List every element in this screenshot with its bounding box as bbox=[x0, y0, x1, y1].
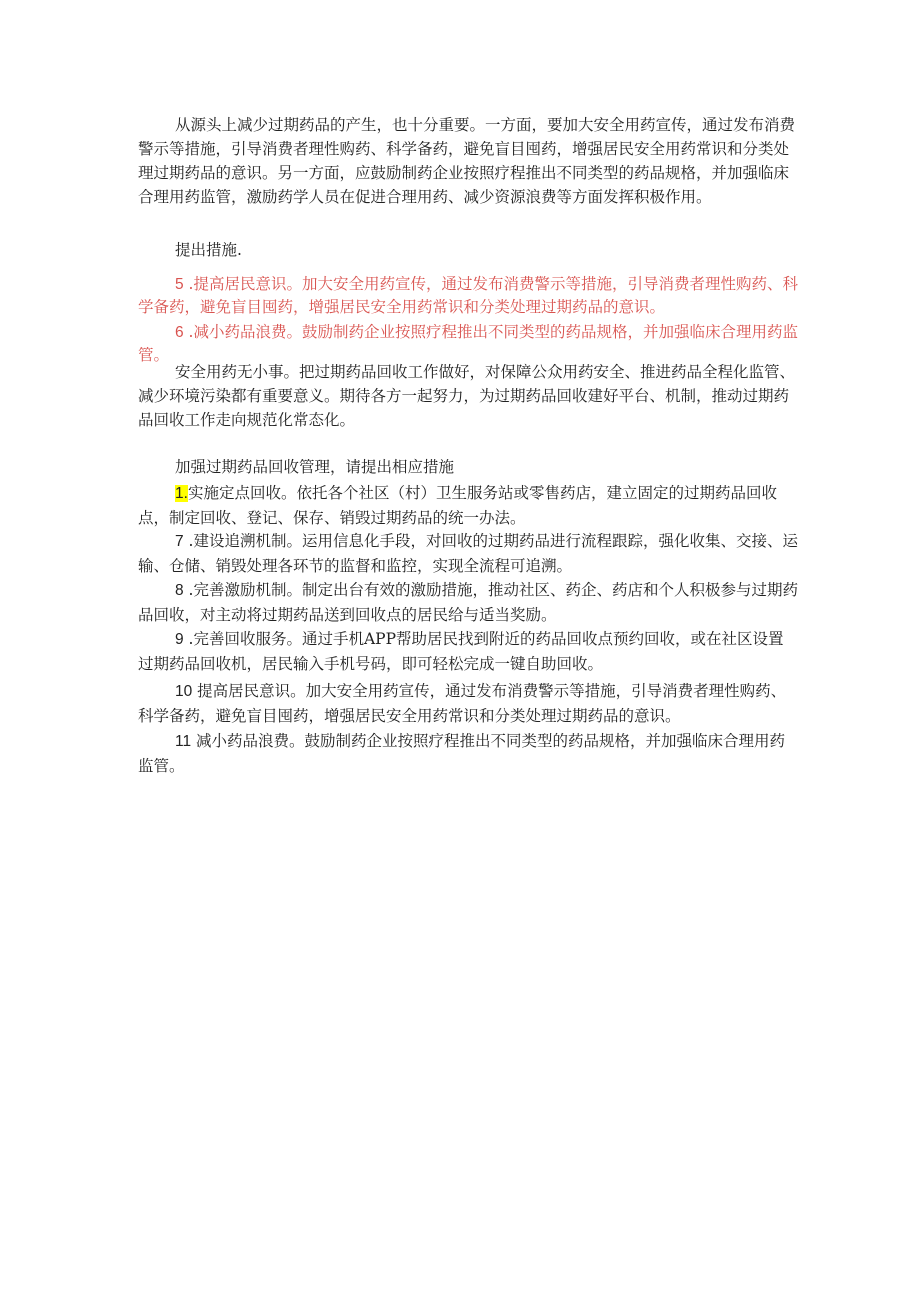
item-text: .减小药品浪费。鼓励制药企业按照疗程推出不同类型的药品规格，并加强临床合理用药监管。 bbox=[138, 323, 798, 364]
question-heading: 加强过期药品回收管理，请提出相应措施 bbox=[175, 458, 455, 476]
item-number: 5 bbox=[175, 276, 184, 293]
item-number: 9 bbox=[175, 631, 184, 648]
item-number: 10 bbox=[175, 683, 193, 700]
answer-item-10 bbox=[138, 679, 798, 728]
intro-paragraph: 从源头上减少过期药品的产生，也十分重要。一方面，要加大安全用药宣传，通过发布消费警示等措施，引导消费者理性购药、科学备药，避免盲目囤药，增强居民安全用药常识和分类处理过期药品的意识。另一方面，应鼓励制药企业按照疗程推出不同类型的药品规格，并加强临床合理用药监管，激励药学人员在促进合理用药、减少资源浪费等方面发挥积极作用。 bbox=[138, 116, 796, 206]
item-number: 8 bbox=[175, 582, 184, 599]
item-text: .建设追溯机制。运用信息化手段，对回收的过期药品进行流程跟踪，强化收集、交接、运输、仓储、销毁处理各环节的监督和监控，实现全流程可追溯。 bbox=[138, 532, 798, 575]
item-text: 提高居民意识。加大安全用药宣传，通过发布消费警示等措施，引导消费者理性购药、科学备药，避免盲目囤药，增强居民安全用药常识和分类处理过期药品的意识。 bbox=[138, 682, 787, 725]
item-number: 11 bbox=[175, 733, 192, 750]
red-item-5 bbox=[138, 273, 798, 319]
item-number: 6 bbox=[175, 324, 184, 341]
answer-item-1 bbox=[138, 481, 798, 530]
item-number: 7 bbox=[175, 533, 184, 550]
item-number-highlighted: 1. bbox=[175, 485, 188, 502]
item-text: 减小药品浪费。鼓励制药企业按照疗程推出不同类型的药品规格，并加强临床合理用药监管。 bbox=[138, 732, 786, 775]
answer-item-8 bbox=[138, 578, 798, 627]
item-text: 实施定点回收。依托各个社区（村）卫生服务站或零售药店，建立固定的过期药品回收点，制定回收、登记、保存、销毁过期药品的统一办法。 bbox=[138, 484, 777, 527]
conclusion-paragraph: 安全用药无小事。把过期药品回收工作做好，对保障公众用药安全、推进药品全程化监管、减少环境污染都有重要意义。期待各方一起努力，为过期药品回收建好平台、机制，推动过期药品回收工作走向规范化常态化。 bbox=[138, 363, 796, 429]
item-text: .完善回收服务。通过手机APP帮助居民找到附近的药品回收点预约回收，或在社区设置过期药品回收机，居民输入手机号码，即可轻松完成一键自助回收。 bbox=[138, 630, 784, 673]
answer-item-11 bbox=[138, 729, 798, 778]
measures-heading: 提出措施. bbox=[175, 241, 242, 259]
answer-item-9 bbox=[138, 627, 798, 676]
item-text: .完善激励机制。制定出台有效的激励措施，推动社区、药企、药店和个人积极参与过期药品回收，对主动将过期药品送到回收点的居民给与适当奖励。 bbox=[138, 581, 798, 624]
item-text: .提高居民意识。加大安全用药宣传，通过发布消费警示等措施，引导消费者理性购药、科学备药，避免盲目囤药，增强居民安全用药常识和分类处理过期药品的意识。 bbox=[138, 275, 798, 316]
answer-item-7 bbox=[138, 529, 798, 578]
